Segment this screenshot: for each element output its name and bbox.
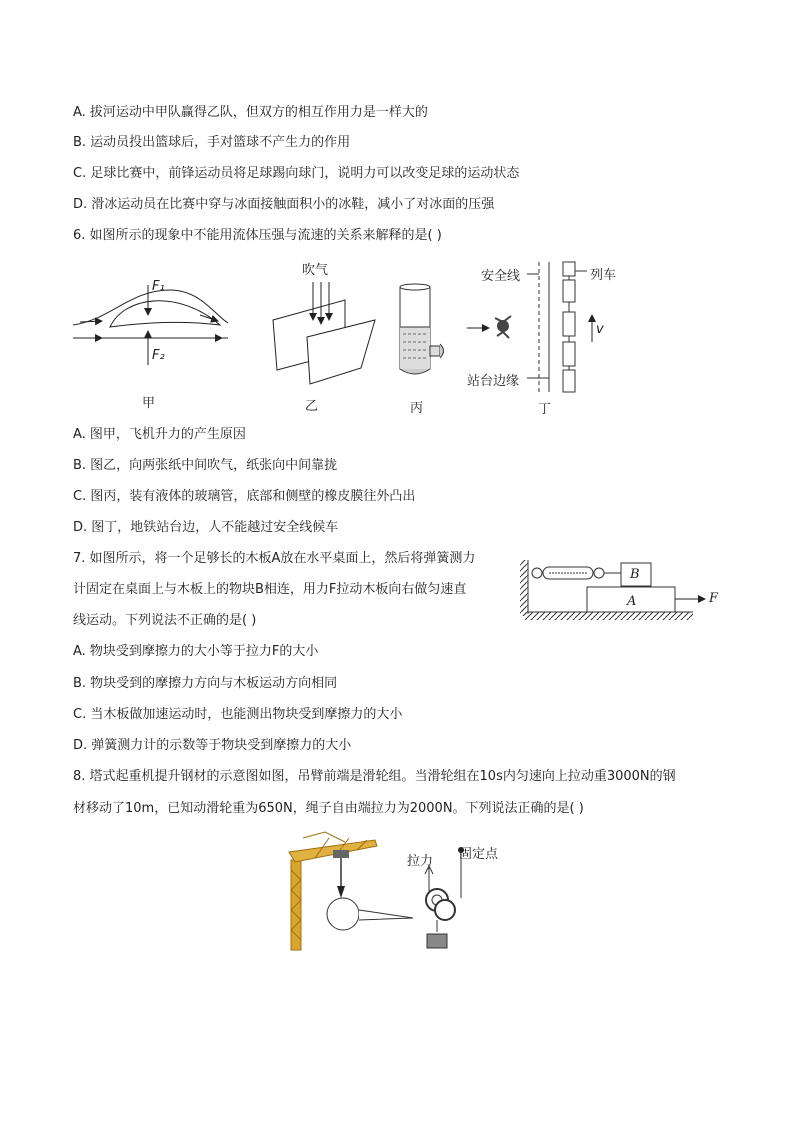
f1-label: F₁ — [152, 279, 165, 294]
velocity-label: v — [596, 322, 604, 337]
force-f-label: F — [709, 591, 719, 606]
q6-option-a: A. 图甲，飞机升力的产生原因 — [73, 427, 246, 442]
platform-edge-label: 站台边缘 — [467, 374, 520, 389]
q7-option-c: C. 当木板做加速运动时，也能测出物块受到摩擦力的大小 — [73, 707, 403, 722]
paper-sheets-figure — [265, 272, 380, 390]
train-label: 列车 — [590, 268, 617, 283]
q8-stem-line1: 8. 塔式起重机提升钢材的示意图如图，吊臂前端是滑轮组。当滑轮组在10s内匀速向上拉动重3000N的钢 — [73, 769, 676, 784]
caption-ding: 丁 — [538, 402, 552, 417]
q7-option-b: B. 物块受到的摩擦力方向与木板运动方向相同 — [73, 676, 338, 691]
q7-option-a: A. 物块受到摩擦力的大小等于拉力F的大小 — [73, 644, 319, 659]
q5-option-c: C. 足球比赛中，前锋运动员将足球踢向球门，说明力可以改变足球的运动状态 — [73, 166, 520, 181]
q7-option-d: D. 弹簧测力计的示数等于物块受到摩擦力的大小 — [73, 738, 352, 753]
q5-option-a: A. 拔河运动中甲队赢得乙队，但双方的相互作用力是一样大的 — [73, 105, 428, 120]
q6-stem: 6. 如图所示的现象中不能用流体压强与流速的关系来解释的是( ) — [73, 228, 442, 243]
fixed-point-label: 固定点 — [459, 847, 499, 862]
friction-experiment-figure — [515, 558, 725, 626]
safety-line-label: 安全线 — [481, 269, 521, 284]
q5-option-b: B. 运动员投出篮球后，手对篮球不产生力的作用 — [73, 135, 351, 150]
block-b-label: B — [630, 567, 640, 582]
blow-label: 吹气 — [302, 263, 329, 278]
caption-yi: 乙 — [305, 399, 319, 414]
pull-force-label: 拉力 — [407, 854, 434, 869]
caption-jia: 甲 — [142, 396, 156, 411]
q7-stem-line3: 线运动。下列说法不正确的是( ) — [73, 613, 257, 628]
q7-stem-line2: 计固定在桌面上与木板上的物块B相连，用力F拉动木板向右做匀速直 — [73, 582, 467, 597]
q5-option-d: D. 滑冰运动员在比赛中穿与冰面接触面积小的冰鞋，减小了对冰面的压强 — [73, 197, 495, 212]
glass-tube-figure — [395, 282, 455, 382]
q6-option-c: C. 图丙，装有液体的玻璃管，底部和侧壁的橡皮膜往外凸出 — [73, 489, 416, 504]
board-a-label: A — [627, 594, 637, 609]
f2-label: F₂ — [152, 348, 165, 363]
q8-stem-line2: 材移动了10m，已知动滑轮重为650N，绳子自由端拉力为2000N。下列说法正确的是( ) — [73, 801, 584, 816]
caption-bing: 丙 — [410, 401, 424, 416]
airfoil-figure — [70, 275, 230, 375]
q6-option-b: B. 图乙，向两张纸中间吹气，纸张向中间靠拢 — [73, 458, 338, 473]
q7-stem-line1: 7. 如图所示，将一个足够长的木板A放在水平桌面上，然后将弹簧测力 — [73, 551, 476, 566]
q6-option-d: D. 图丁，地铁站台边，人不能越过安全线候车 — [73, 520, 339, 535]
